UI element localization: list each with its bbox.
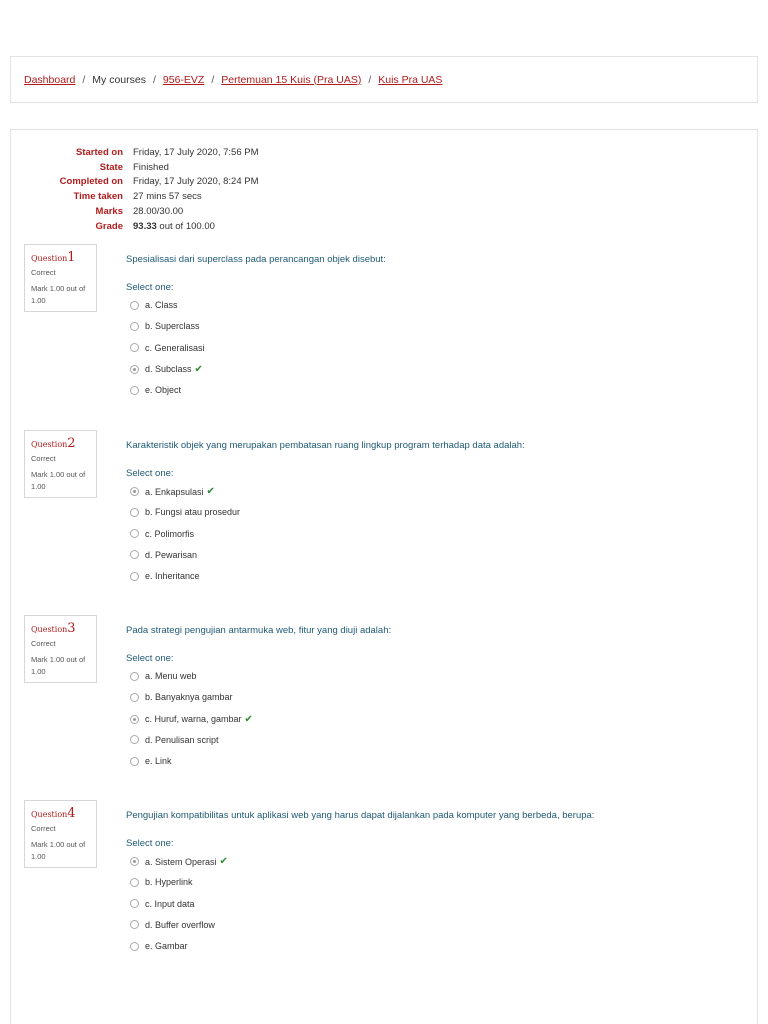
summary-value: Friday, 17 July 2020, 8:24 PM — [133, 176, 259, 188]
answer-option[interactable] — [130, 714, 253, 725]
radio-button[interactable] — [130, 365, 139, 374]
summary-row-grade — [30, 219, 259, 234]
radio-button[interactable] — [130, 857, 139, 866]
answer-option[interactable] — [130, 877, 193, 887]
answer-option-label: e. Gambar — [145, 941, 188, 952]
breadcrumb-section-link[interactable]: Pertemuan 15 Kuis (Pra UAS) — [221, 73, 362, 86]
answer-option-label: b. Superclass — [145, 321, 200, 332]
breadcrumb-quiz-link[interactable]: Kuis Pra UAS — [378, 73, 443, 86]
question-number — [31, 436, 90, 451]
radio-button[interactable] — [130, 550, 139, 559]
answer-option-label: c. Polimorfis — [145, 528, 195, 539]
check-icon: ✔ — [244, 713, 253, 725]
check-icon: ✔ — [194, 363, 203, 375]
question-info-box — [24, 800, 97, 868]
select-one-label: Select one: — [126, 468, 174, 479]
answer-option[interactable] — [130, 550, 197, 560]
answer-option-label: c. Generalisasi — [145, 342, 205, 353]
answer-option[interactable] — [130, 300, 178, 310]
summary-value — [133, 221, 215, 232]
question-grade: Mark 1.00 out of 1.00 — [31, 470, 86, 491]
select-one-label: Select one: — [126, 653, 174, 664]
radio-button[interactable] — [130, 487, 139, 496]
attempt-summary — [30, 145, 259, 234]
radio-button[interactable] — [130, 508, 139, 517]
answer-option-label: a. Menu web — [145, 671, 197, 681]
answer-option[interactable] — [130, 941, 188, 951]
answer-option[interactable] — [130, 671, 197, 681]
answer-option[interactable] — [130, 486, 215, 497]
answer-option-label: b. Hyperlink — [145, 877, 193, 888]
answer-option[interactable] — [130, 321, 200, 331]
radio-button[interactable] — [130, 899, 139, 908]
question-number-value: 1 — [67, 250, 76, 265]
answer-option-label: e. Object — [145, 385, 182, 396]
summary-value: Finished — [133, 161, 169, 173]
radio-button[interactable] — [130, 343, 139, 352]
radio-button[interactable] — [130, 529, 139, 538]
answer-option-label: c. Input data — [145, 898, 195, 909]
question-state: Correct — [31, 824, 56, 833]
select-one-label: Select one: — [126, 838, 174, 849]
summary-value: 27 mins 57 secs — [133, 191, 202, 203]
summary-label: Grade — [95, 220, 123, 232]
answer-option-label: e. Link — [145, 756, 172, 767]
answer-option[interactable] — [130, 385, 181, 395]
summary-row-started — [30, 145, 259, 160]
grade-value: 93.33 — [133, 220, 157, 232]
check-icon: ✔ — [206, 486, 215, 497]
radio-button[interactable] — [130, 301, 139, 310]
answer-option[interactable] — [130, 856, 228, 867]
answer-option[interactable] — [130, 899, 195, 909]
answer-option[interactable] — [130, 529, 194, 539]
answer-option-label: e. Inheritance — [145, 571, 200, 582]
radio-button[interactable] — [130, 878, 139, 887]
breadcrumb-course-link[interactable]: 956-EVZ — [162, 73, 205, 86]
breadcrumb-separator: / — [152, 73, 156, 86]
summary-label: Completed on — [59, 176, 123, 188]
question-info-box — [24, 244, 97, 312]
answer-option-label: d. Penulisan script — [145, 734, 219, 745]
answer-option[interactable] — [130, 692, 233, 702]
radio-button[interactable] — [130, 572, 139, 581]
breadcrumb — [10, 56, 758, 103]
answer-option[interactable] — [130, 364, 203, 375]
question-text: Karakteristik objek yang merupakan pembatasan ruang lingkup program terhadap data adalah: — [126, 440, 525, 451]
answer-option[interactable] — [130, 507, 240, 517]
answer-option-label: b. Fungsi atau prosedur — [145, 507, 241, 518]
answer-option[interactable] — [130, 920, 215, 930]
answer-option-label: d. Pewarisan — [145, 549, 198, 560]
answer-option-label: a. Sistem Operasi — [145, 856, 217, 867]
answer-option-label: d. Subclass — [145, 364, 192, 375]
summary-value: 28.00/30.00 — [133, 206, 184, 218]
question-text: Pada strategi pengujian antarmuka web, fitur yang diuji adalah: — [126, 625, 392, 636]
question-number — [31, 806, 90, 821]
summary-label: Marks — [95, 206, 123, 218]
summary-label: State — [99, 161, 123, 173]
summary-row-state — [30, 160, 259, 175]
breadcrumb-dashboard-link[interactable]: Dashboard — [24, 73, 76, 86]
question-state: Correct — [31, 639, 56, 648]
breadcrumb-separator: / — [82, 73, 86, 86]
question-number-value: 4 — [67, 806, 76, 821]
summary-value: Friday, 17 July 2020, 7:56 PM — [133, 146, 259, 158]
question-word: Question — [31, 440, 68, 449]
question-number — [31, 621, 90, 636]
question-info-box — [24, 430, 97, 498]
radio-button[interactable] — [130, 735, 139, 744]
radio-button[interactable] — [130, 386, 139, 395]
question-state: Correct — [31, 268, 56, 277]
summary-label: Time taken — [73, 191, 123, 203]
question-state: Correct — [31, 454, 56, 463]
radio-button[interactable] — [130, 672, 139, 681]
breadcrumb-separator: / — [211, 73, 215, 86]
summary-label: Started on — [76, 146, 123, 158]
answer-option[interactable] — [130, 735, 219, 745]
question-grade: Mark 1.00 out of 1.00 — [31, 840, 86, 861]
question-word: Question — [31, 625, 68, 634]
question-number — [31, 250, 90, 265]
question-grade: Mark 1.00 out of 1.00 — [31, 655, 86, 676]
answer-option-label: d. Buffer overflow — [145, 919, 215, 930]
check-icon: ✔ — [219, 856, 228, 867]
question-text: Spesialisasi dari superclass pada perancangan objek disebut: — [126, 254, 386, 265]
answer-option-label: b. Banyaknya gambar — [145, 692, 233, 703]
answer-option-label: a. Enkapsulasi — [145, 486, 204, 497]
answer-option[interactable] — [130, 756, 172, 766]
question-info-box — [24, 615, 97, 683]
question-word: Question — [31, 254, 68, 263]
radio-button[interactable] — [130, 757, 139, 766]
answer-option[interactable] — [130, 343, 205, 353]
select-one-label: Select one: — [126, 282, 174, 293]
radio-button[interactable] — [130, 693, 139, 702]
radio-button[interactable] — [130, 322, 139, 331]
summary-row-marks — [30, 204, 259, 219]
breadcrumb-my-courses: My courses — [92, 73, 146, 86]
summary-row-time — [30, 189, 259, 204]
question-grade: Mark 1.00 out of 1.00 — [31, 284, 86, 305]
radio-button[interactable] — [130, 920, 139, 929]
answer-option-label: a. Class — [145, 300, 178, 310]
answer-option-label: c. Huruf, warna, gambar — [145, 714, 242, 725]
radio-button[interactable] — [130, 942, 139, 951]
breadcrumb-separator: / — [368, 73, 372, 86]
grade-out-of: out of 100.00 — [159, 220, 215, 232]
question-number-value: 3 — [67, 621, 76, 636]
question-number-value: 2 — [67, 436, 76, 451]
question-text: Pengujian kompatibilitas untuk aplikasi web yang harus dapat dijalankan pada komputer yang berbeda, berupa: — [126, 810, 595, 821]
summary-row-completed — [30, 175, 259, 190]
question-word: Question — [31, 810, 68, 819]
answer-option[interactable] — [130, 571, 200, 581]
radio-button[interactable] — [130, 715, 139, 724]
